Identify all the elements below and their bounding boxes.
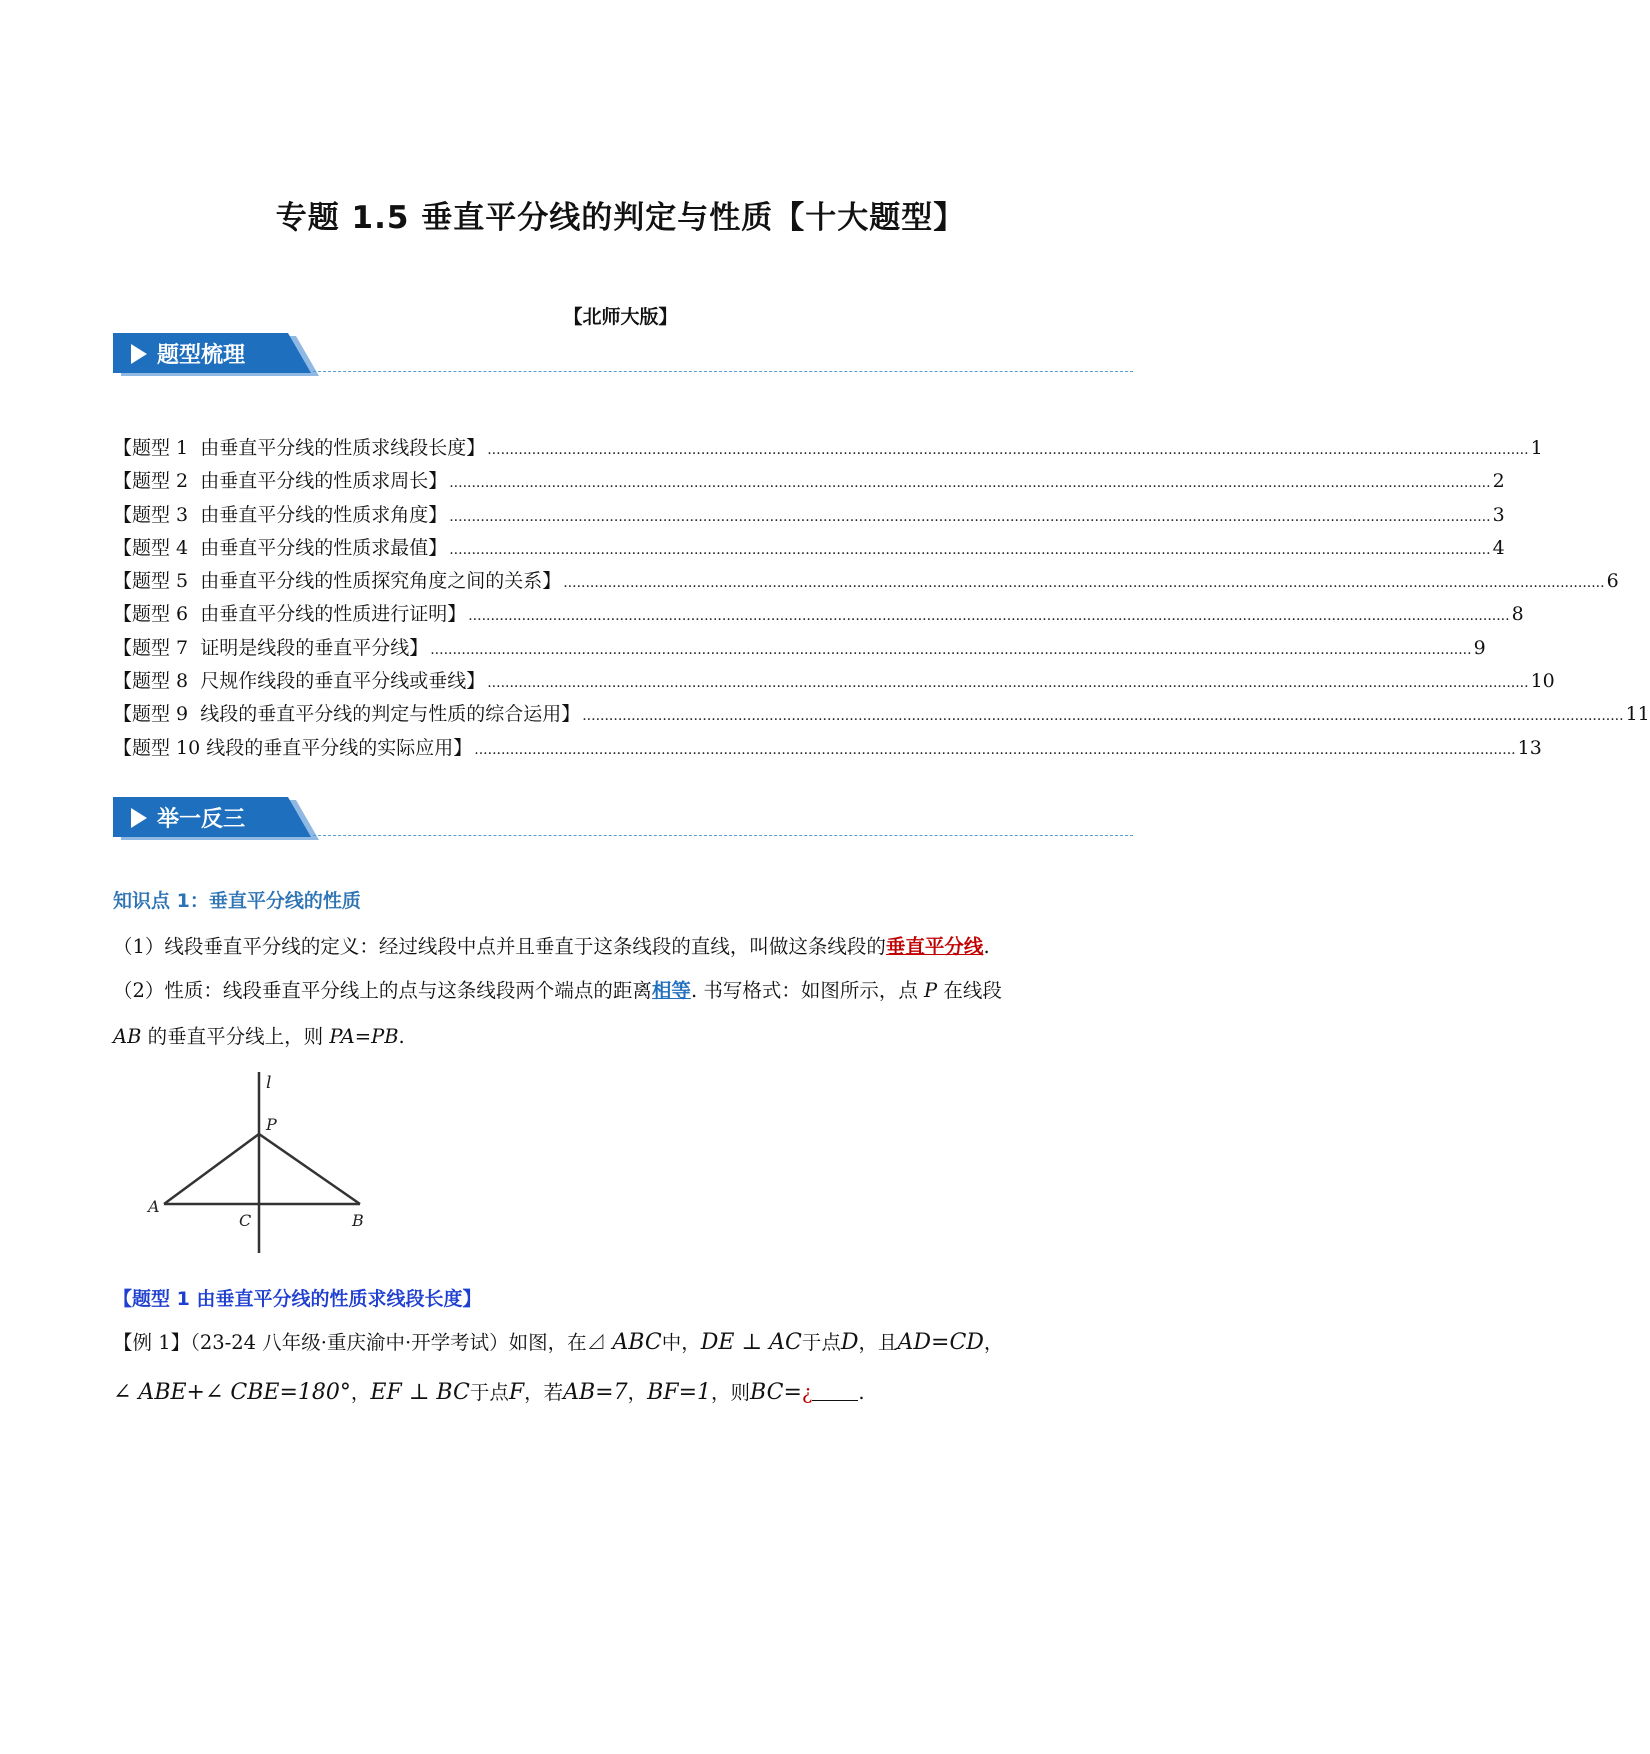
toc-label: 【题型 5 由垂直平分线的性质探究角度之间的关系】 (113, 570, 562, 593)
toc-leader: .......................................................................................................................................................................................................................................... (563, 575, 1605, 592)
bf-equals-1: BF=1 (647, 1380, 712, 1405)
page-title: 专题 1.5 垂直平分线的判定与性质【十大题型】 (275, 200, 966, 236)
text-zhong: 中， (661, 1331, 701, 1354)
toc-item[interactable] (113, 599, 1524, 632)
label-a: A (148, 1197, 160, 1216)
toc-page-number: 9 (1473, 636, 1486, 659)
ef-perp-bc: EF ⊥ BC (370, 1380, 470, 1405)
comma: ， (983, 1331, 1004, 1354)
toc-leader: .......................................................................................................................................................................................................................................... (487, 442, 1529, 458)
section-title: 举一反三 (157, 807, 246, 832)
triangle-abc: ABC (612, 1330, 662, 1355)
property-text: （2）性质：线段垂直平分线上的点与这条线段两个端点的距离 (113, 979, 652, 1002)
ab-equals-7: AB=7 (563, 1380, 628, 1405)
answer-blank[interactable] (812, 1380, 858, 1401)
knowledge-point-heading: 知识点 1：垂直平分线的性质 (113, 890, 361, 912)
example-source: （23-24 八年级·重庆渝中·开学考试）如图，在 (190, 1331, 587, 1354)
example-tag: 【例 1】 (113, 1331, 191, 1354)
toc-label: 【题型 1 由垂直平分线的性质求线段长度】 (113, 437, 486, 459)
toc-page-number: 11 (1625, 703, 1650, 726)
toc-label: 【题型 4 由垂直平分线的性质求最值】 (113, 536, 448, 559)
toc-label: 【题型 10 线段的垂直平分线的实际应用】 (113, 736, 473, 759)
comma: ， (627, 1381, 648, 1404)
period: . (398, 1025, 405, 1048)
toc-item[interactable] (113, 633, 1486, 666)
toc-leader: .......................................................................................................................................................................................................................................... (474, 741, 1516, 758)
segment-ab: AB (113, 1025, 142, 1048)
property-tail: 在线段 (943, 979, 1002, 1002)
perpendicular-bisector-figure (140, 1070, 380, 1260)
text-qie: ，且 (858, 1331, 898, 1354)
toc-leader: .......................................................................................................................................................................................................................................... (449, 475, 1491, 492)
triangle-symbol: ⊿ (586, 1331, 607, 1354)
property-mid: . 书写格式：如图所示，点 (690, 979, 918, 1002)
toc-page-number: 1 (1530, 437, 1543, 459)
toc-item[interactable] (113, 666, 1555, 699)
bc-equals: BC= (750, 1380, 802, 1405)
dashed-divider (313, 835, 1133, 836)
toc-leader: .......................................................................................................................................................................................................................................... (487, 675, 1529, 692)
highlight-perpendicular-bisector: 垂直平分线 (885, 935, 984, 958)
label-c: C (239, 1211, 252, 1230)
comma: ， (350, 1381, 371, 1404)
de-perp-ac: DE ⊥ AC (700, 1330, 802, 1355)
toc-item[interactable] (113, 699, 1650, 732)
toc-item[interactable] (113, 466, 1505, 499)
toc-item[interactable] (113, 533, 1505, 566)
period: . (858, 1381, 865, 1404)
play-triangle-icon (131, 344, 147, 364)
type1-heading: 【题型 1 由垂直平分线的性质求线段长度】 (113, 1288, 482, 1310)
toc-item[interactable] (113, 733, 1542, 766)
section-title: 题型梳理 (157, 343, 246, 368)
toc-label: 【题型 6 由垂直平分线的性质进行证明】 (113, 603, 467, 626)
toc-leader: .......................................................................................................................................................................................................................................... (582, 708, 1624, 725)
definition-text: （1）线段垂直平分线的定义：经过线段中点并且垂直于这条线段的直线，叫做这条线段的 (113, 935, 886, 958)
toc-leader: .......................................................................................................................................................................................................................................... (430, 641, 1472, 658)
example1-line2 (113, 1377, 1133, 1405)
toc-leader: .......................................................................................................................................................................................................................................... (449, 541, 1491, 558)
toc-page-number: 10 (1530, 670, 1555, 693)
toc-page-number: 8 (1511, 603, 1524, 626)
toc-page-number: 2 (1492, 470, 1505, 493)
toc-label: 【题型 8 尺规作线段的垂直平分线或垂线】 (113, 670, 486, 693)
highlight-equal: 相等 (651, 979, 691, 1002)
toc-page-number: 13 (1517, 736, 1542, 759)
period: . (983, 935, 990, 958)
toc-label: 【题型 2 由垂直平分线的性质求周长】 (113, 470, 448, 493)
segment-pb-line (259, 1134, 360, 1204)
conclusion-text: 的垂直平分线上，则 (147, 1025, 324, 1048)
toc-leader: .......................................................................................................................................................................................................................................... (449, 508, 1491, 525)
ad-equals-cd: AD=CD (897, 1330, 984, 1355)
equation-pa-pb: PA=PB (329, 1025, 399, 1048)
text-ruo: ，若 (524, 1381, 564, 1404)
toc-label: 【题型 7 证明是线段的垂直平分线】 (113, 636, 429, 659)
section-banner-examples (113, 797, 1133, 843)
point-d: D (840, 1330, 859, 1355)
toc-page-number: 6 (1606, 570, 1619, 593)
table-of-contents (113, 433, 1650, 766)
toc-leader: .......................................................................................................................................................................................................................................... (468, 608, 1510, 625)
text-yudian: 于点 (801, 1331, 841, 1354)
property-conclusion (113, 1015, 1133, 1059)
text-yudian: 于点 (469, 1381, 509, 1404)
dashed-divider (313, 371, 1133, 372)
play-triangle-icon (131, 808, 147, 828)
definition-paragraph (113, 925, 1133, 969)
label-l: l (266, 1073, 272, 1093)
toc-page-number: 3 (1492, 503, 1505, 526)
edition-label: 【北师大版】 (563, 306, 678, 328)
toc-item[interactable] (113, 500, 1505, 533)
angle-sum: ∠ ABE+∠ CBE=180° (113, 1380, 351, 1405)
toc-page-number: 4 (1492, 536, 1505, 559)
text-ze: ，则 (711, 1381, 751, 1404)
label-p: P (266, 1115, 277, 1134)
toc-item[interactable] (113, 433, 1543, 466)
section-banner-types (113, 333, 1133, 379)
point-p: P (924, 979, 938, 1002)
garbled-char: ¿ (801, 1381, 813, 1404)
label-b: B (352, 1211, 364, 1230)
property-paragraph (113, 969, 1133, 1013)
point-f: F (508, 1380, 525, 1405)
segment-pa-line (164, 1134, 259, 1204)
toc-item[interactable] (113, 566, 1619, 599)
toc-label: 【题型 9 线段的垂直平分线的判定与性质的综合运用】 (113, 703, 581, 726)
toc-label: 【题型 3 由垂直平分线的性质求角度】 (113, 503, 448, 526)
example1-line1 (113, 1327, 1133, 1355)
